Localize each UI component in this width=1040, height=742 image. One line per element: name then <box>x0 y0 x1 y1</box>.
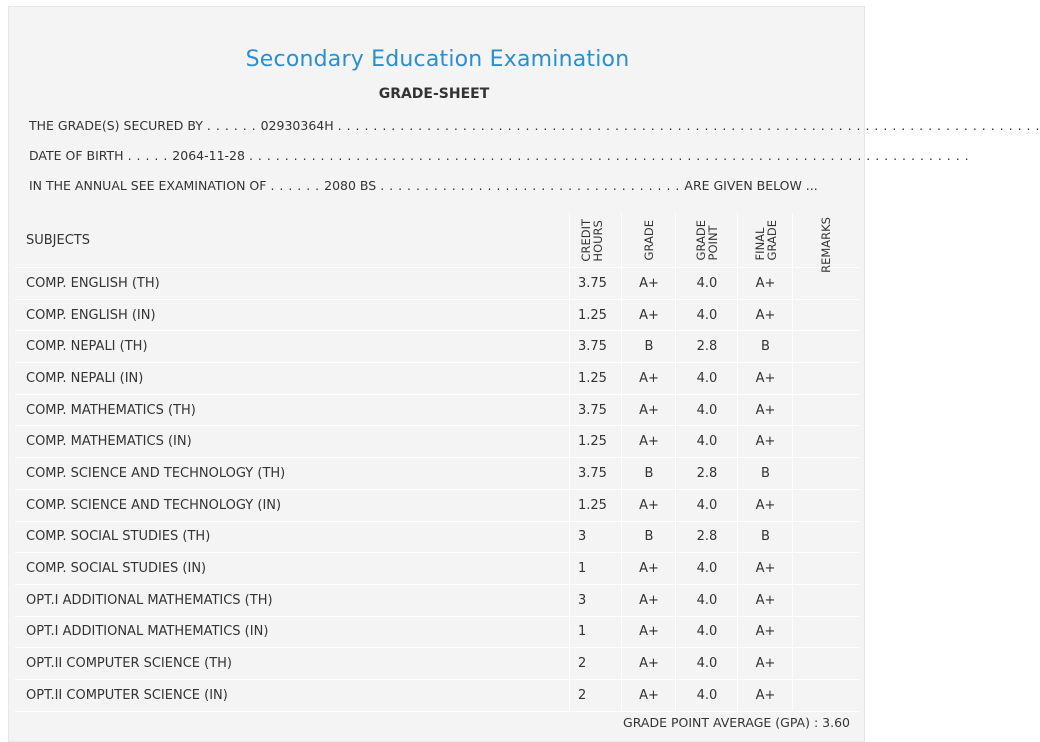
final-grade-cell: B <box>737 522 793 553</box>
final-grade-cell: B <box>737 458 793 489</box>
subject-cell: COMP. ENGLISH (TH) <box>26 275 160 291</box>
grade-point-cell: 4.0 <box>675 300 738 331</box>
grade-point-cell: 4.0 <box>675 426 738 457</box>
table-row <box>15 680 859 712</box>
table-header <box>15 213 859 273</box>
table-row <box>15 331 859 363</box>
final-grade-cell: A+ <box>737 363 793 394</box>
sheet-subtitle: GRADE-SHEET <box>378 86 490 102</box>
credit-hours-cell: 3.75 <box>569 458 621 489</box>
subject-cell: OPT.II COMPUTER SCIENCE (TH) <box>26 656 232 672</box>
exam-value: 2080 BS <box>324 178 377 193</box>
remarks-cell <box>792 585 860 616</box>
subject-cell: OPT.I ADDITIONAL MATHEMATICS (IN) <box>26 624 269 640</box>
credit-hours-cell: 1.25 <box>569 490 621 521</box>
final-grade-cell: A+ <box>737 585 793 616</box>
subject-cell: COMP. ENGLISH (IN) <box>26 307 156 323</box>
grade-cell: A+ <box>621 585 676 616</box>
gpa-summary <box>623 715 850 730</box>
final-grade-cell: A+ <box>737 648 793 679</box>
grade-cell: B <box>621 331 676 362</box>
header-final-grade: FINAL GRADE <box>737 213 793 267</box>
grades-table <box>15 213 859 712</box>
grade-point-cell: 4.0 <box>675 648 738 679</box>
subject-cell: COMP. NEPALI (TH) <box>26 339 148 355</box>
grade-cell: A+ <box>621 426 676 457</box>
remarks-cell <box>792 648 860 679</box>
grade-point-cell: 4.0 <box>675 363 738 394</box>
remarks-cell <box>792 553 860 584</box>
subject-cell: COMP. SOCIAL STUDIES (TH) <box>26 529 211 545</box>
final-grade-cell: A+ <box>737 553 793 584</box>
table-row <box>15 648 859 680</box>
table-row <box>15 458 859 490</box>
header-subjects: SUBJECTS <box>26 232 91 248</box>
header-grade: GRADE <box>621 213 676 267</box>
grade-cell: A+ <box>621 553 676 584</box>
dob-line: DATE OF BIRTH . . . . . 2064-11-28 . . . . . . . . . . . . . . . . . . . . . . . . . . . . . . . . . . . . . . . . . . . . . . . . . . . . . . . . . . . . . . . . . . . . . . . . . . . . . . . . . <box>29 148 970 163</box>
grade-point-cell: 2.8 <box>675 522 738 553</box>
exam-title: Secondary Education Examination <box>245 47 630 72</box>
credit-hours-cell: 1.25 <box>569 300 621 331</box>
header-credit-hours: CREDIT HOURS <box>569 213 621 267</box>
header-grade-point: GRADE POINT <box>675 213 738 267</box>
subject-cell: COMP. MATHEMATICS (IN) <box>26 434 192 450</box>
final-grade-cell: A+ <box>737 680 793 711</box>
table-row <box>15 395 859 427</box>
credit-hours-cell: 3.75 <box>569 395 621 426</box>
grade-cell: A+ <box>621 268 676 299</box>
secured-by-value: 02930364H <box>260 118 334 133</box>
exam-line: IN THE ANNUAL SEE EXAMINATION OF . . . . . . 2080 BS . . . . . . . . . . . . . . . . . . . . . . . . . . . . . . . . . . ARE GIVEN BELOW ... <box>29 178 818 193</box>
credit-hours-cell: 3 <box>569 522 621 553</box>
grade-cell: A+ <box>621 395 676 426</box>
credit-hours-cell: 2 <box>569 680 621 711</box>
exam-suffix: ARE GIVEN BELOW ... <box>684 178 818 193</box>
credit-hours-cell: 1 <box>569 617 621 648</box>
grade-sheet <box>8 6 1040 742</box>
remarks-cell <box>792 522 860 553</box>
final-grade-cell: B <box>737 331 793 362</box>
exam-label: IN THE ANNUAL SEE EXAMINATION OF <box>29 178 267 193</box>
subject-cell: COMP. SCIENCE AND TECHNOLOGY (TH) <box>26 465 286 481</box>
grade-point-cell: 2.8 <box>675 331 738 362</box>
remarks-cell <box>792 426 860 457</box>
table-body <box>15 268 859 712</box>
grade-cell: B <box>621 458 676 489</box>
remarks-cell <box>792 331 860 362</box>
grade-point-cell: 4.0 <box>675 490 738 521</box>
dob-value: 2064-11-28 <box>172 148 245 163</box>
subject-cell: OPT.I ADDITIONAL MATHEMATICS (TH) <box>26 592 273 608</box>
grade-point-cell: 4.0 <box>675 395 738 426</box>
credit-hours-cell: 2 <box>569 648 621 679</box>
grade-point-cell: 2.8 <box>675 458 738 489</box>
grade-cell: A+ <box>621 680 676 711</box>
remarks-cell <box>792 300 860 331</box>
final-grade-cell: A+ <box>737 426 793 457</box>
remarks-cell <box>792 268 860 299</box>
final-grade-cell: A+ <box>737 490 793 521</box>
subject-cell: COMP. SCIENCE AND TECHNOLOGY (IN) <box>26 497 282 513</box>
grade-cell: A+ <box>621 363 676 394</box>
table-row <box>15 363 859 395</box>
subject-cell: COMP. MATHEMATICS (TH) <box>26 402 196 418</box>
table-row <box>15 522 859 554</box>
remarks-cell <box>792 617 860 648</box>
remarks-cell <box>792 458 860 489</box>
table-row <box>15 490 859 522</box>
gpa-value: 3.60 <box>822 715 850 730</box>
table-row <box>15 585 859 617</box>
table-row <box>15 617 859 649</box>
credit-hours-cell: 1 <box>569 553 621 584</box>
subject-cell: OPT.II COMPUTER SCIENCE (IN) <box>26 687 228 703</box>
grade-cell: A+ <box>621 300 676 331</box>
table-row <box>15 553 859 585</box>
header-remarks: REMARKS <box>792 213 859 267</box>
credit-hours-cell: 1.25 <box>569 426 621 457</box>
grade-cell: A+ <box>621 648 676 679</box>
table-row <box>15 300 859 332</box>
grade-point-cell: 4.0 <box>675 268 738 299</box>
grade-point-cell: 4.0 <box>675 553 738 584</box>
final-grade-cell: A+ <box>737 617 793 648</box>
grade-cell: A+ <box>621 490 676 521</box>
grade-point-cell: 4.0 <box>675 585 738 616</box>
credit-hours-cell: 3 <box>569 585 621 616</box>
remarks-cell <box>792 395 860 426</box>
credit-hours-cell: 1.25 <box>569 363 621 394</box>
table-row <box>15 268 859 300</box>
grade-cell: A+ <box>621 617 676 648</box>
final-grade-cell: A+ <box>737 268 793 299</box>
grade-cell: B <box>621 522 676 553</box>
subject-cell: COMP. NEPALI (IN) <box>26 370 144 386</box>
grade-point-cell: 4.0 <box>675 680 738 711</box>
remarks-cell <box>792 680 860 711</box>
dob-label: DATE OF BIRTH <box>29 148 124 163</box>
credit-hours-cell: 3.75 <box>569 268 621 299</box>
secured-by-line: THE GRADE(S) SECURED BY . . . . . . 02930364H . . . . . . . . . . . . . . . . . . . . . . . . . . . . . . . . . . . . . . . . . . . . . . . . . . . . . . . . . . . . . . . . . . . . . . . . . . . . . . . <box>29 118 1040 133</box>
secured-by-label: THE GRADE(S) SECURED BY <box>29 118 203 133</box>
subject-cell: COMP. SOCIAL STUDIES (IN) <box>26 561 207 577</box>
remarks-cell <box>792 363 860 394</box>
final-grade-cell: A+ <box>737 300 793 331</box>
final-grade-cell: A+ <box>737 395 793 426</box>
gpa-label: GRADE POINT AVERAGE (GPA) : <box>623 715 819 730</box>
grade-point-cell: 4.0 <box>675 617 738 648</box>
table-row <box>15 426 859 458</box>
credit-hours-cell: 3.75 <box>569 331 621 362</box>
remarks-cell <box>792 490 860 521</box>
